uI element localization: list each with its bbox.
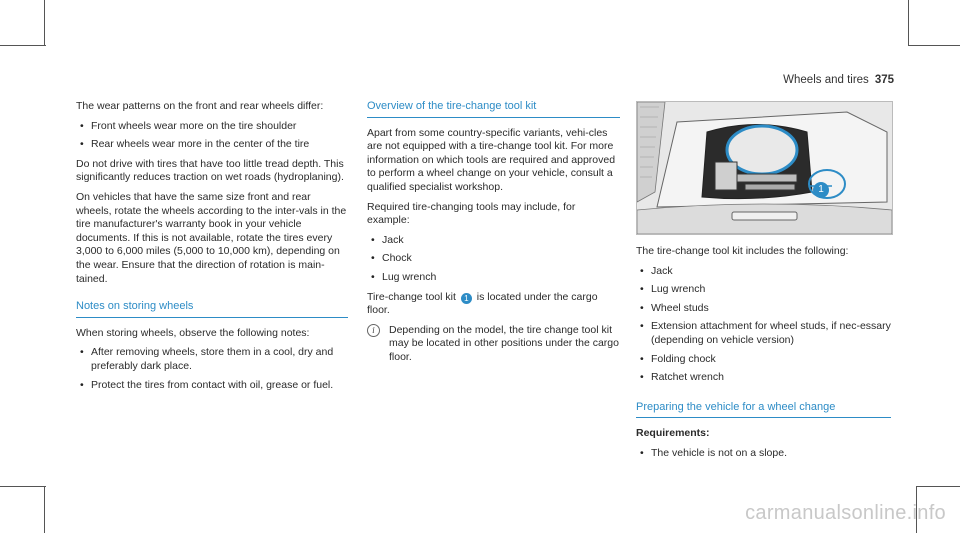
list-item: • Lug wrench xyxy=(367,271,620,285)
rotation-paragraph: On vehicles that have the same size front and rear wheels, rotate the wheels according to the inter-vals in the tire manufacturer's warranty book in your vehicle documents. If this is not available, rotate the tires every 3,000 to 6,000 miles (5,000 to 10,000 km), depending on the wear. Ensure that the direction of rotation is main-tained. xyxy=(76,190,347,285)
storing-heading: Notes on storing wheels xyxy=(76,300,348,318)
list-item: • Jack xyxy=(367,234,620,248)
wear-list xyxy=(76,120,348,152)
tread-paragraph: Do not drive with tires that have too little tread depth. This significantly reduces traction on wet roads (hydroplaning). xyxy=(76,157,344,184)
requirements-title: Requirements: xyxy=(636,427,710,440)
tool-kit-illustration xyxy=(636,101,893,235)
tool-kit-heading: Overview of the tire-change tool kit xyxy=(367,100,620,118)
list-item: • Extension attachment for wheel studs, if nec-essary (depending on vehicle version) xyxy=(636,320,891,347)
watermark: carmanualsonline.info xyxy=(745,502,946,524)
crop-mark xyxy=(908,0,909,46)
running-header xyxy=(783,74,894,86)
column-2 xyxy=(367,100,620,365)
storing-intro: When storing wheels, observe the following notes: xyxy=(76,326,310,339)
crop-mark xyxy=(908,45,960,46)
kit-contents-list xyxy=(636,265,891,385)
list-item: • Ratchet wrench xyxy=(636,371,891,385)
preparing-heading: Preparing the vehicle for a wheel change xyxy=(636,401,891,419)
image-callout-1: 1 xyxy=(813,182,829,198)
list-item: • Jack xyxy=(636,265,891,279)
list-item: • Rear wheels wear more in the center of the tire xyxy=(76,138,348,152)
list-item: • Front wheels wear more on the tire shoulder xyxy=(76,120,348,134)
header-section: Wheels and tires xyxy=(783,74,869,86)
page-number: 375 xyxy=(874,74,894,86)
list-item: • Lug wrench xyxy=(636,283,891,297)
kit-caption: The tire-change tool kit includes the following: xyxy=(636,245,849,257)
kit-location-after: is located under the cargo floor. xyxy=(367,290,598,317)
column-1 xyxy=(76,100,348,398)
list-item: • Protect the tires from contact with oil, grease or fuel. xyxy=(76,379,348,393)
kit-location xyxy=(367,291,620,318)
list-item: • Chock xyxy=(367,252,620,266)
list-item: • The vehicle is not on a slope. xyxy=(636,447,891,461)
kit-location-before: Tire-change tool kit xyxy=(367,290,456,303)
storing-list xyxy=(76,346,348,392)
info-note xyxy=(367,324,620,365)
list-item: • Folding chock xyxy=(636,353,891,367)
list-item: • After removing wheels, store them in a cool, dry and preferably dark place. xyxy=(76,346,348,373)
cargo-floor-illustration-icon xyxy=(637,102,892,234)
tool-kit-paragraph: Apart from some country-specific variants, vehi-cles are not equipped with a tire-change tool kit. For more information on which tools are required and approved to perform a wheel change on your vehicle, consult a qualified specialist workshop. xyxy=(367,126,616,193)
requirements-list xyxy=(636,447,891,461)
crop-mark xyxy=(0,45,46,46)
crop-mark xyxy=(916,486,960,487)
wear-intro: The wear patterns on the front and rear wheels differ: xyxy=(76,100,324,112)
info-icon: i xyxy=(367,324,380,337)
crop-mark xyxy=(44,0,45,46)
note-text: Depending on the model, the tire change tool kit may be located in other positions under the cargo floor. xyxy=(389,323,619,363)
callout-badge-1: 1 xyxy=(461,293,472,304)
column-3-caption xyxy=(636,245,891,467)
crop-mark xyxy=(44,486,45,533)
tools-list xyxy=(367,234,620,285)
tools-intro: Required tire-changing tools may include, for example: xyxy=(367,200,576,227)
crop-mark xyxy=(0,486,46,487)
list-item: • Wheel studs xyxy=(636,302,891,316)
